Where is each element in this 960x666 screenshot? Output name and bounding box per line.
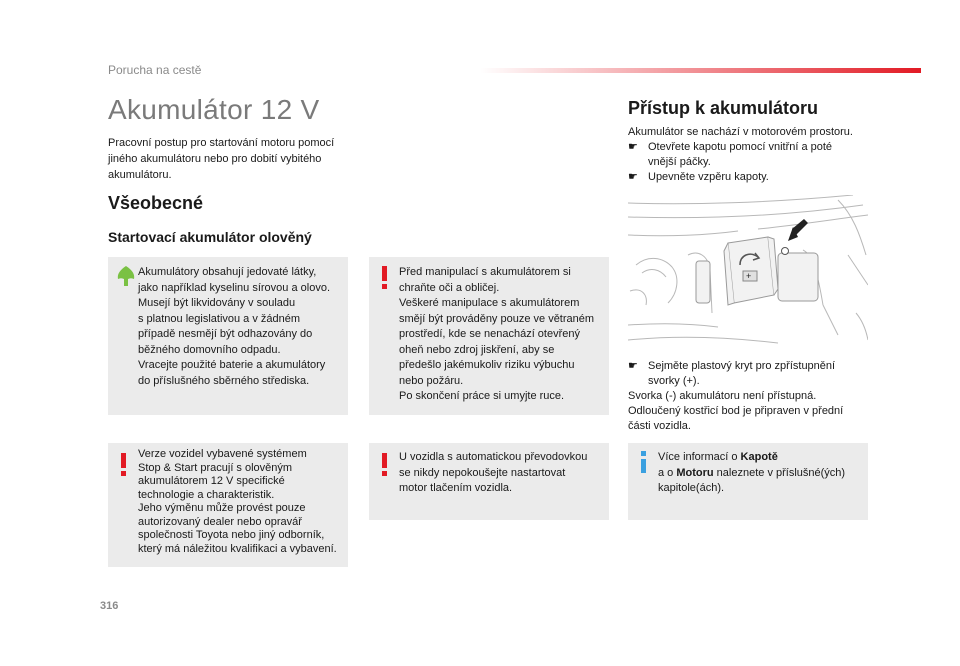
handling-warning-text bbox=[399, 265, 601, 405]
note-line bbox=[658, 466, 860, 482]
intro-paragraph bbox=[108, 135, 358, 183]
warning-icon bbox=[121, 453, 126, 468]
stopstart-warning-text bbox=[138, 448, 340, 556]
note-line: technologie a charakteristik. bbox=[138, 488, 275, 501]
info-note-text bbox=[658, 450, 860, 497]
info-link-engine: Motoru bbox=[676, 466, 714, 479]
step-item bbox=[628, 140, 878, 170]
section-heading-access: Přístup k akumulátoru bbox=[628, 98, 819, 118]
access-instructions bbox=[628, 125, 878, 185]
note-line: U vozidla s automatickou převodovkou bbox=[399, 451, 588, 463]
note-line: nebo požáru. bbox=[399, 374, 464, 387]
note-line: kapitole(ách). bbox=[658, 482, 725, 494]
info-link-hood: Kapotě bbox=[740, 451, 778, 463]
terminal-label: + bbox=[746, 271, 752, 281]
bullet-icon: ☛ bbox=[628, 360, 638, 372]
stopstart-warning-box bbox=[108, 443, 348, 567]
automatic-warning-text bbox=[399, 450, 601, 497]
bullet-icon: ☛ bbox=[628, 171, 638, 183]
note-line: Stop & Start pracují s olověným bbox=[138, 461, 293, 474]
warning-icon bbox=[382, 453, 387, 468]
handling-warning-box bbox=[369, 257, 609, 415]
note-line: který má náležitou kvalifikaci a vybavení. bbox=[138, 542, 337, 555]
step-line: vnější páčky. bbox=[648, 156, 711, 168]
note-line: oheň nebo zdroj jiskření, aby se bbox=[399, 343, 555, 356]
note-line bbox=[658, 450, 860, 466]
note-line: Verze vozidel vybavené systémem bbox=[138, 448, 307, 460]
note-line: Odloučený kostřicí bod je připraven v přední bbox=[628, 405, 844, 417]
note-line: Před manipulací s akumulátorem si bbox=[399, 266, 571, 278]
note-line: společnosti Toyota nebo jiný odborník, bbox=[138, 529, 325, 541]
note-line: motor tlačením vozidla. bbox=[399, 482, 513, 494]
note-line: Po skončení práce si umyjte ruce. bbox=[399, 390, 565, 402]
recycle-leaf-icon bbox=[116, 265, 136, 287]
info-text: naleznete v příslušné(ých) bbox=[713, 466, 846, 479]
environment-note-box bbox=[108, 257, 348, 415]
step-item bbox=[628, 359, 868, 389]
note-line: Akumulátory obsahují jedovaté látky, bbox=[138, 266, 317, 278]
info-note-box bbox=[628, 443, 868, 520]
note-line: se nikdy nepokoušejte nastartovat bbox=[399, 466, 566, 479]
note-line: případě nesmějí být odhazovány do bbox=[138, 328, 313, 340]
section-title: Porucha na cestě bbox=[108, 63, 202, 77]
note-line: Musejí být likvidovány v souladu bbox=[138, 297, 296, 309]
note-line: běžného domovního odpadu. bbox=[138, 343, 281, 356]
info-text: Více informací o bbox=[658, 451, 741, 463]
page-number: 316 bbox=[100, 600, 119, 612]
note-line: prostředí, kde se nenachází otevřený bbox=[399, 328, 580, 340]
note-line: jako například kyselinu sírovou a olovo. bbox=[138, 281, 330, 294]
step-line: Sejměte plastový kryt pro zpřístupnění bbox=[648, 360, 836, 372]
note-line: akumulátorem 12 V specifické bbox=[138, 475, 285, 487]
note-line: Svorka (-) akumulátoru není přístupná. bbox=[628, 390, 817, 402]
step-line: Upevněte vzpěru kapoty. bbox=[648, 171, 769, 183]
engine-bay-illustration bbox=[628, 195, 868, 345]
note-line: s platnou legislativou a v žádném bbox=[138, 312, 301, 325]
page-title: Akumulátor 12 V bbox=[108, 94, 320, 125]
environment-note-text bbox=[138, 265, 340, 389]
section-heading-general: Všeobecné bbox=[108, 193, 204, 213]
note-line: Vracejte použité baterie a akumulátory bbox=[138, 359, 326, 371]
note-line: Jeho výměnu může provést pouze bbox=[138, 502, 306, 514]
note-line: Veškeré manipulace s akumulátorem bbox=[399, 297, 580, 309]
automatic-warning-box bbox=[369, 443, 609, 520]
access-after-figure bbox=[628, 359, 868, 434]
note-line: autorizovaný dealer nebo opravář bbox=[138, 515, 302, 528]
step-item bbox=[628, 170, 878, 185]
note-line: části vozidla. bbox=[628, 420, 691, 432]
note-line: chraňte oči a obličej. bbox=[399, 281, 500, 294]
subheading-lead-battery: Startovací akumulátor olověný bbox=[108, 229, 312, 245]
warning-icon bbox=[382, 266, 387, 281]
note-line: smějí být prováděny pouze ve větraném bbox=[399, 312, 595, 325]
step-line: Otevřete kapotu pomocí vnitřní a poté bbox=[648, 141, 833, 153]
bullet-icon: ☛ bbox=[628, 141, 638, 153]
access-intro-line: Akumulátor se nachází v motorovém prostoru. bbox=[628, 126, 853, 138]
intro-line: akumulátoru. bbox=[108, 169, 172, 181]
note-line: do příslušného sběrného střediska. bbox=[138, 374, 310, 387]
intro-line: Pracovní postup pro startování motoru pomocí bbox=[108, 137, 335, 149]
intro-line: jiného akumulátoru nebo pro dobití vybitého bbox=[108, 153, 322, 165]
header-accent-bar bbox=[480, 68, 921, 73]
note-line: předešlo jakémukoliv riziku výbuchu bbox=[399, 359, 575, 371]
info-text: a o bbox=[658, 466, 677, 479]
step-line: svorky (+). bbox=[648, 375, 700, 387]
